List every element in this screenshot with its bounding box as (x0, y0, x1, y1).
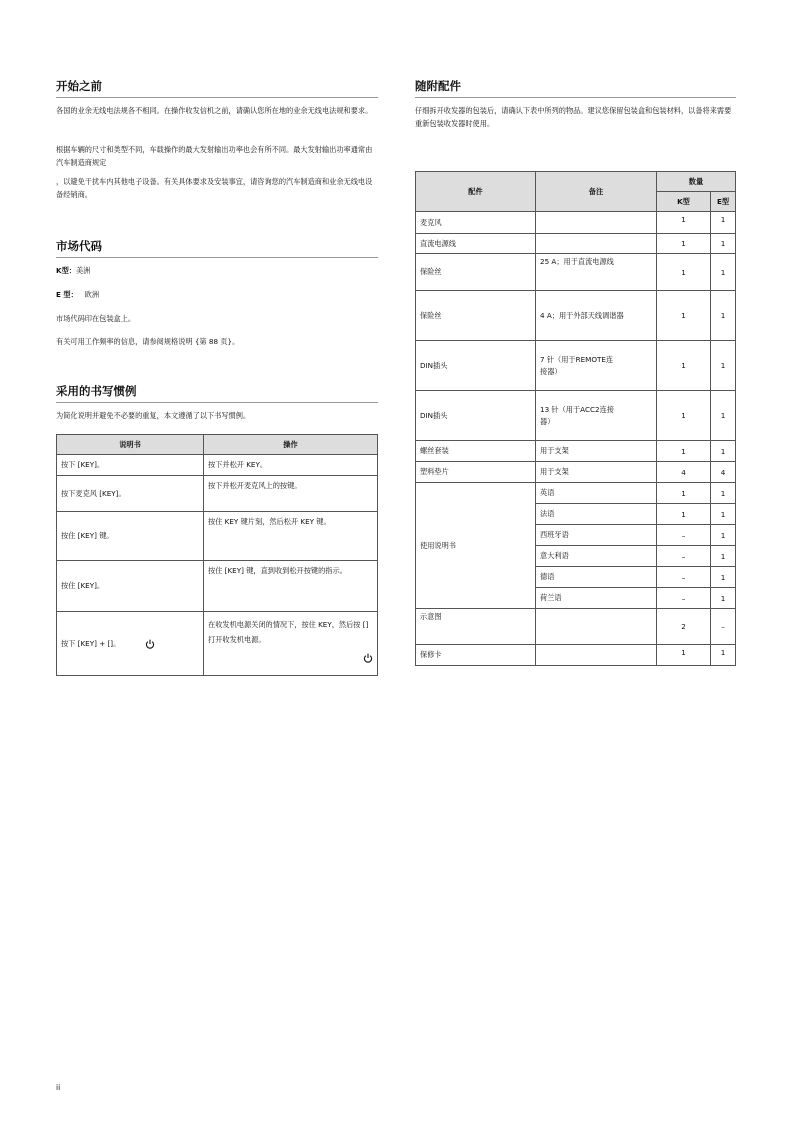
accessory-qty-e: 1 (711, 483, 736, 504)
accessory-qty-e: 1 (711, 212, 736, 234)
table-row (416, 609, 736, 645)
accessory-qty-k: – (657, 546, 711, 567)
accessory-note: 7 针（用于REMOTE连接器） (536, 341, 657, 391)
accessory-qty-k: 1 (657, 234, 711, 254)
table-row (416, 254, 736, 291)
accessory-note: 4 A；用于外部天线调谐器 (536, 291, 657, 341)
accessory-qty-k: 2 (657, 609, 711, 645)
before-title: 开始之前 (56, 78, 378, 98)
accessory-qty-k: – (657, 525, 711, 546)
table-row (416, 645, 736, 666)
conventions-cell: 按住 KEY 键片刻，然后松开 KEY 键。 (204, 512, 378, 561)
accessory-qty-e: 1 (711, 588, 736, 609)
before-paragraph-2b: ，以避免干扰车内其他电子设备。有关具体要求及安装事宜，请咨询您的汽车制造商和业余无线电设备经销商。 (56, 177, 373, 199)
power-icon (145, 639, 155, 649)
accessory-item: 塑料垫片 (416, 462, 536, 483)
accessory-note (536, 609, 657, 645)
accessories-col-k: K型 (657, 192, 711, 212)
accessory-note: 用于支架 (536, 462, 657, 483)
accessories-col-e: E型 (711, 192, 736, 212)
accessory-qty-k: 1 (657, 391, 711, 441)
market-e-value: 欧洲 (84, 290, 100, 299)
accessories-table (415, 171, 736, 666)
accessory-qty-e: 1 (711, 291, 736, 341)
accessory-qty-e: 1 (711, 441, 736, 462)
accessories-title: 随附配件 (415, 78, 736, 98)
table-row (416, 462, 736, 483)
accessory-item: 直流电源线 (416, 234, 536, 254)
accessory-qty-k: 1 (657, 254, 711, 291)
conventions-cell: 按下并松开 KEY。 (204, 455, 378, 476)
accessory-item: DIN插头 (416, 391, 536, 441)
conventions-cell-text: 在收发机电源关闭的情况下，按住 KEY，然后按 [] 打开收发机电源。 (208, 620, 369, 644)
accessory-item: 使用说明书 (416, 483, 536, 609)
accessory-qty-e: – (711, 609, 736, 645)
accessory-qty-k: 1 (657, 645, 711, 666)
accessory-item: 保修卡 (416, 645, 536, 666)
table-row (57, 612, 378, 676)
table-row (416, 234, 736, 254)
market-title: 市场代码 (56, 238, 378, 258)
accessory-note: 用于支架 (536, 441, 657, 462)
before-paragraph-1: 各国的业余无线电法规各不相同。在操作收发信机之前，请确认您所在地的业余无线电法规和要求。 (56, 106, 373, 115)
accessory-qty-e: 1 (711, 504, 736, 525)
accessory-qty-k: 1 (657, 483, 711, 504)
table-row (57, 476, 378, 512)
before-paragraph-2a: 根据车辆的尺寸和类型不同，车载操作的最大发射输出功率也会有所不同。最大发射输出功率通常由汽车制造商规定 (56, 145, 373, 167)
accessory-qty-e: 1 (711, 341, 736, 391)
conventions-cell (57, 612, 204, 676)
accessory-item: 保险丝 (416, 291, 536, 341)
market-k (56, 264, 378, 277)
accessory-qty-e: 1 (711, 254, 736, 291)
conventions-cell-text: 按下 [KEY] + []。 (61, 638, 121, 648)
accessory-note: 13 针（用于ACC2连接器） (536, 391, 657, 441)
accessory-qty-k: – (657, 567, 711, 588)
accessory-qty-k: 1 (657, 504, 711, 525)
conventions-cell: 按住 [KEY] 键。 (57, 512, 204, 561)
table-row (57, 455, 378, 476)
conventions-col-manual: 说明书 (57, 435, 204, 455)
accessories-col-note: 备注 (536, 172, 657, 212)
accessory-note: 意大利语 (536, 546, 657, 567)
table-row (57, 512, 378, 561)
table-row (416, 341, 736, 391)
accessory-qty-e: 4 (711, 462, 736, 483)
page-number: ii (56, 1083, 61, 1092)
conventions-intro: 为简化说明并避免不必要的重复，本文遵循了以下书写惯例。 (56, 411, 251, 420)
accessory-note: 荷兰语 (536, 588, 657, 609)
conventions-cell (204, 612, 378, 676)
market-k-value: 美洲 (75, 266, 91, 275)
conventions-cell: 按下并松开麦克风上的按键。 (204, 476, 378, 512)
market-e-label: E 型： (56, 290, 78, 299)
accessory-qty-k: 4 (657, 462, 711, 483)
accessory-note: 25 A；用于直流电源线 (536, 254, 657, 291)
accessory-note (536, 212, 657, 234)
conventions-cell: 按住 [KEY]。 (57, 561, 204, 612)
accessory-item: DIN插头 (416, 341, 536, 391)
accessory-qty-k: 1 (657, 291, 711, 341)
table-row (57, 561, 378, 612)
market-paragraph-2: 有关可用工作频率的信息，请参阅规格说明 {第 88 页}。 (56, 337, 240, 346)
accessory-item: 麦克风 (416, 212, 536, 234)
accessory-qty-k: – (657, 588, 711, 609)
accessory-note: 西班牙语 (536, 525, 657, 546)
accessory-qty-e: 1 (711, 567, 736, 588)
accessory-qty-e: 1 (711, 525, 736, 546)
accessory-qty-k: 1 (657, 341, 711, 391)
conventions-cell: 按下麦克风 [KEY]。 (57, 476, 204, 512)
table-row (416, 391, 736, 441)
accessory-qty-e: 1 (711, 391, 736, 441)
market-k-label: K型： (56, 266, 76, 275)
power-icon (363, 653, 373, 663)
accessory-qty-k: 1 (657, 441, 711, 462)
accessory-note (536, 645, 657, 666)
conventions-cell: 按下 [KEY]。 (57, 455, 204, 476)
market-e (56, 288, 378, 301)
accessory-note: 德语 (536, 567, 657, 588)
conventions-table (56, 434, 378, 676)
accessory-item: 示意图 (416, 609, 536, 645)
table-row (416, 291, 736, 341)
accessory-note: 法语 (536, 504, 657, 525)
table-row (416, 212, 736, 234)
accessory-item: 保险丝 (416, 254, 536, 291)
accessories-col-qty: 数量 (657, 172, 736, 192)
table-row (416, 441, 736, 462)
conventions-title: 采用的书写惯例 (56, 383, 378, 403)
accessories-col-item: 配件 (416, 172, 536, 212)
accessory-qty-e: 1 (711, 645, 736, 666)
accessories-intro: 仔细拆开收发器的包装后，请确认下表中所列的物品。建议您保留包装盒和包装材料，以备将来需要重新包装收发器时使用。 (415, 106, 732, 128)
accessory-qty-e: 1 (711, 546, 736, 567)
accessory-item: 螺丝套装 (416, 441, 536, 462)
conventions-cell: 按住 [KEY] 键，直到收到松开按键的指示。 (204, 561, 378, 612)
accessory-qty-e: 1 (711, 234, 736, 254)
market-paragraph-1: 市场代码印在包装盒上。 (56, 314, 136, 323)
accessory-qty-k: 1 (657, 212, 711, 234)
conventions-col-operation: 操作 (204, 435, 378, 455)
accessory-note (536, 234, 657, 254)
accessory-note: 英语 (536, 483, 657, 504)
table-row (416, 483, 736, 504)
